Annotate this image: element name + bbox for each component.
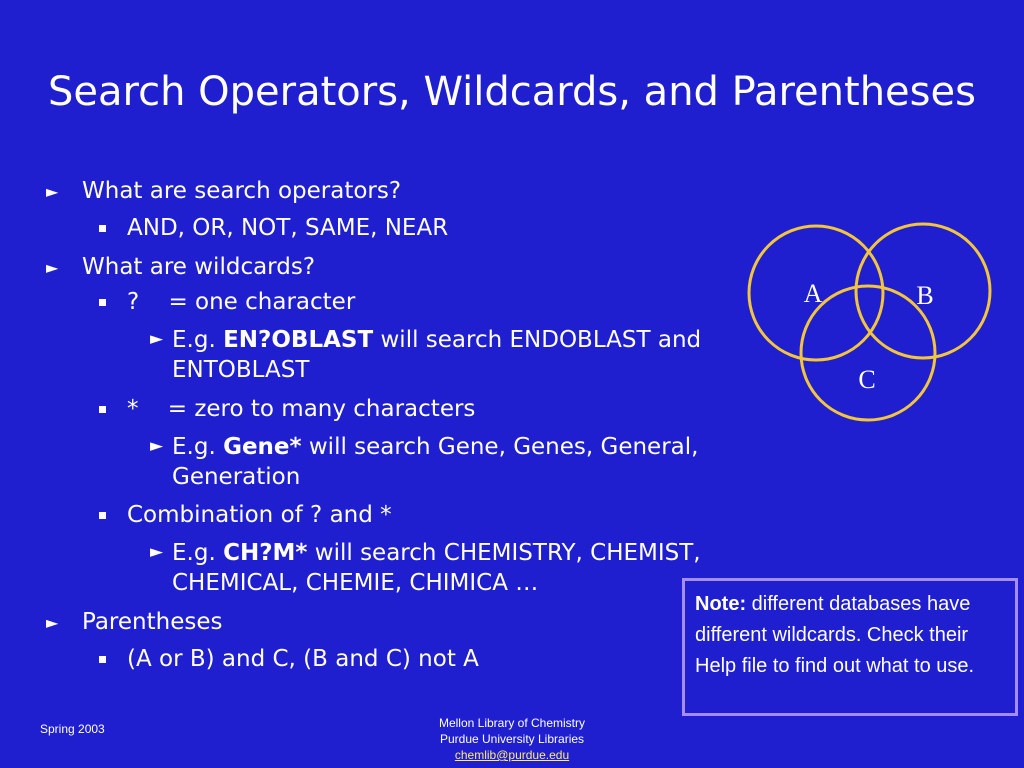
bullet-parentheses: Parentheses <box>82 609 223 635</box>
footer-university: Purdue University Libraries <box>439 732 585 746</box>
bullet-asterisk: * = zero to many characters <box>127 396 476 422</box>
note-label: Note: <box>695 593 747 615</box>
bullet-parentheses-example: (A or B) and C, (B and C) not A <box>127 646 479 672</box>
bullet-operator-list: AND, OR, NOT, SAME, NEAR <box>127 215 449 241</box>
example-prefix: E.g. <box>172 327 224 353</box>
footer-credits <box>362 715 662 763</box>
bullet-search-operators: What are search operators? <box>82 178 402 204</box>
arrow-bullet-icon: ► <box>150 542 164 562</box>
arrow-bullet-icon: ► <box>150 329 164 349</box>
square-bullet-icon <box>99 656 106 663</box>
square-bullet-icon <box>99 225 106 232</box>
footer-email-link[interactable]: chemlib@purdue.edu <box>454 748 570 762</box>
slide-title: Search Operators, Wildcards, and Parentheses <box>48 69 976 115</box>
note-text: different databases have different wildcards. Check their Help file to find out what to use. <box>695 593 975 677</box>
square-bullet-icon <box>99 406 106 413</box>
example-term: Gene* <box>223 434 302 460</box>
triangle-bullet-icon: ► <box>46 182 59 201</box>
bullet-wildcards: What are wildcards? <box>82 254 316 280</box>
arrow-bullet-icon: ► <box>150 436 164 456</box>
note-box <box>682 578 1018 716</box>
example-text: will search Gene, Genes, General, <box>301 434 699 460</box>
example-chm-line2: CHEMICAL, CHEMIE, CHIMICA … <box>172 570 539 596</box>
example-term: EN?OBLAST <box>223 327 374 353</box>
example-text: will search CHEMISTRY, CHEMIST, <box>307 540 701 566</box>
footer-date: Spring 2003 <box>40 722 105 736</box>
bullet-question-mark: ? = one character <box>127 289 356 315</box>
example-en-oblast <box>172 325 701 356</box>
triangle-bullet-icon: ► <box>46 258 59 277</box>
example-gene <box>172 432 698 463</box>
example-prefix: E.g. <box>172 540 224 566</box>
bullet-combination: Combination of ? and * <box>127 502 392 528</box>
footer-library: Mellon Library of Chemistry <box>438 716 586 730</box>
venn-diagram <box>745 218 1000 428</box>
example-term: CH?M* <box>223 540 308 566</box>
example-text: will search ENDOBLAST and <box>373 327 702 353</box>
example-gene-line2: Generation <box>172 464 301 490</box>
venn-label-c: C <box>858 365 876 394</box>
venn-label-b: B <box>916 281 934 310</box>
example-prefix: E.g. <box>172 434 224 460</box>
venn-label-a: A <box>803 279 823 308</box>
square-bullet-icon <box>99 299 106 306</box>
triangle-bullet-icon: ► <box>46 613 59 632</box>
square-bullet-icon <box>99 512 106 519</box>
example-en-oblast-line2: ENTOBLAST <box>172 357 310 383</box>
example-chm <box>172 538 701 569</box>
